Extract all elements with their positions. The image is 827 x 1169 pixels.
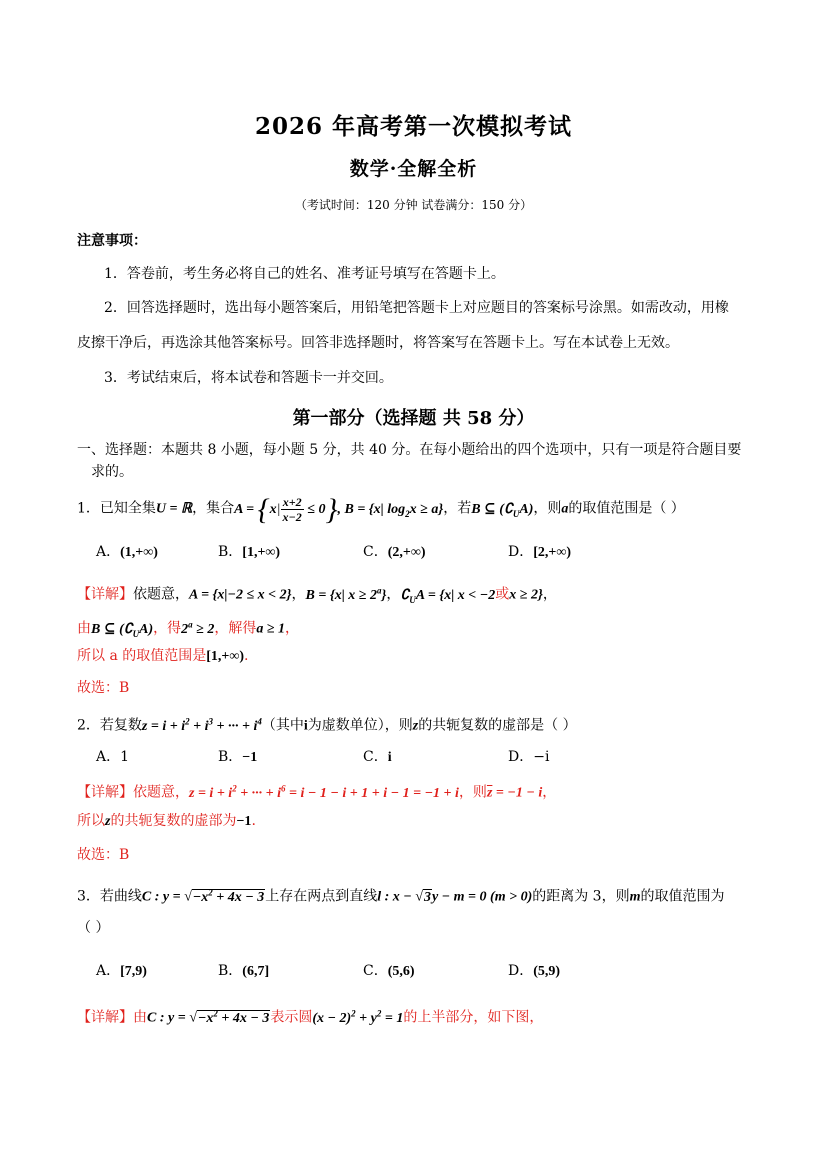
q1-set-text: ，集合 — [192, 500, 235, 517]
q2-option-d: D．−i — [508, 749, 550, 765]
section-intro-line-2: 求的。 — [91, 464, 133, 480]
q2-detail-line-2: 所以z的共轭复数的虚部为−1. — [77, 813, 256, 829]
q3-paren: （ ） — [77, 920, 110, 936]
q3-option-c: C．(5,6) — [363, 963, 415, 979]
q1-ask: 的取值范围是（ ） — [568, 500, 685, 517]
q1-detail-line-3: 所以 a 的取值范围是[1,+∞). — [77, 648, 249, 664]
page-subtitle: 数学·全解全析 — [349, 158, 478, 180]
q2-option-b: B．−1 — [218, 749, 258, 765]
q3-option-a: A．[7,9) — [96, 963, 147, 979]
q1-var-a: a — [561, 501, 569, 517]
q1-answer: 故选：B — [77, 680, 130, 696]
q2-option-a: A．1 — [96, 749, 130, 765]
q1-detail-line-2: 由B ⊆ $(∁_UA)$，得$2^a \ge 2$，解得a ≥ 1， — [77, 619, 300, 639]
notice-item-2-line-1: 2．回答选择题时，选出每小题答案后，用铅笔把答题卡上对应题目的答案标号涂黑。如需改动，用橡 — [104, 300, 729, 316]
q1-condition: B ⊆ $(∁_UA)$ — [471, 501, 534, 519]
q2-detail-line-1: 【详解】依题意，$z = i + i^2$ + ··· + $i^6 = i - 1 - i + 1 + i - 1 = -1 + i$，则$\overline{z} = -1 - i$， — [77, 783, 557, 801]
notice-item-3: 3．考试结束后，将本试卷和答题卡一并交回。 — [104, 370, 393, 386]
q1-then2: ，则 — [533, 500, 562, 517]
q3-detail-line-1: 【详解】由C : $y = √-x^2 + 4x - 3$表示圆$(x - 2)^2 + y^2 = 1$的上半部分，如下图， — [77, 1008, 544, 1026]
q3-option-b: B．(6,7] — [218, 963, 270, 979]
q1-option-b: B．[1,+∞) — [218, 544, 281, 560]
q1-universal-set: U = ℝ — [155, 501, 193, 517]
notice-heading: 注意事项： — [77, 233, 147, 249]
q1-detail-line-1: 【详解】依题意，A = {x|−2 ≤ x < 2}，B = {x| $x \ge 2^a$}，$∁_UA = \{x|$ x < −2或x ≥ 2}， — [77, 585, 557, 605]
q1-prefix: 1．已知全集 — [77, 500, 156, 517]
q1-option-d: D．[2,+∞) — [508, 544, 572, 560]
question-3: 3．若曲线C : $y = √-x^2 + 4x - 3$上存在两点到直线l : x − √3y − m = 0 (m > 0)的距离为 3，则m的取值范围为 — [77, 887, 725, 905]
section-intro-line-1: 一、选择题：本题共 8 小题，每小题 5 分，共 40 分。在每小题给出的四个选项中，只有一项是符合题目要 — [77, 442, 742, 458]
q1-set-a: A = {x| $\frac{x+2}{x-2}$ ≤ 0}, B = {x| $\log_2x \ge a$} — [234, 492, 444, 526]
exam-meta: （考试时间：120 分钟 试卷满分：150 分） — [294, 198, 533, 212]
q1-then: ，若 — [443, 500, 472, 517]
page-title: 2026 年高考第一次模拟考试 — [254, 113, 573, 140]
notice-item-1: 1．答卷前，考生务必将自己的姓名、准考证号填写在答题卡上。 — [104, 266, 505, 282]
q2-answer: 故选：B — [77, 847, 130, 863]
question-1 — [77, 492, 685, 526]
q1-option-a: A．(1,+∞) — [96, 544, 158, 560]
question-2: 2．若复数$z = i + i^2 + i^3$ + ··· + $i^4$（其中i为虚数单位），则z的共轭复数的虚部是（ ） — [77, 716, 577, 734]
q3-option-d: D．(5,9) — [508, 963, 561, 979]
section-title: 第一部分（选择题 共 58 分） — [292, 408, 535, 429]
q2-option-c: C．i — [363, 749, 392, 765]
notice-item-2-line-2: 皮擦干净后，再选涂其他答案标号。回答非选择题时，将答案写在答题卡上。写在本试卷上无效。 — [77, 335, 679, 351]
q1-option-c: C．(2,+∞) — [363, 544, 426, 560]
